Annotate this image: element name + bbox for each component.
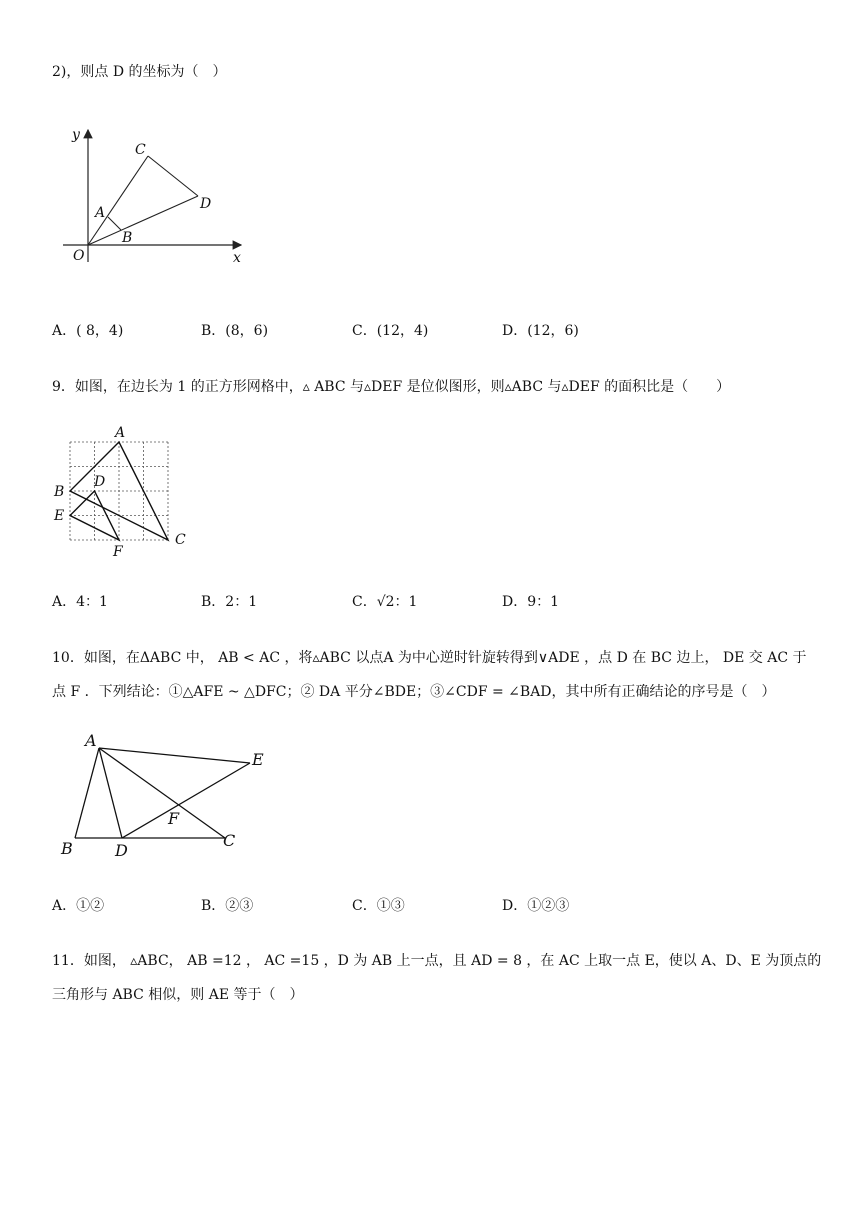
label-E: E <box>54 508 65 524</box>
label-B: B <box>61 839 73 858</box>
q8-option-c: C．(12，4) <box>352 323 429 339</box>
label-E: E <box>252 750 264 769</box>
q10-option-c: C．①③ <box>352 898 405 914</box>
q8-option-a: A．( 8，4) <box>52 323 124 339</box>
label-D: D <box>94 474 106 490</box>
q8-option-b: B．(8，6) <box>201 323 269 339</box>
q9-figure <box>50 422 200 562</box>
label-B: B <box>54 484 65 500</box>
q11-stem-line1: 11．如图， ▵ABC， AB =12 ， AC =15 ，D 为 AB 上一点，且 AD = 8 ，在 AC 上取一点 E，使以 A、D、E 为顶点的 <box>52 953 822 969</box>
label-C: C <box>135 142 146 158</box>
label-O: O <box>73 248 85 264</box>
q9-stem: 9．如图，在边长为 1 的正方形网格中，▵ ABC 与▵DEF 是位似图形，则▵ABC 与▵DEF 的面积比是（ ） <box>52 379 731 395</box>
segment-DE <box>122 763 250 838</box>
q11-stem-line2: 三角形与 ABC 相似，则 AE 等于（ ） <box>52 987 304 1003</box>
segment-AB <box>108 217 121 230</box>
label-y: y <box>72 127 80 143</box>
q9-option-a: A．4：1 <box>52 594 108 610</box>
q9-option-b: B．2：1 <box>201 594 258 610</box>
q8-option-d: D．(12，6) <box>502 323 579 339</box>
label-F: F <box>168 809 180 828</box>
label-D: D <box>200 196 212 212</box>
label-B: B <box>122 230 133 246</box>
q10-option-b: B．②③ <box>201 898 254 914</box>
q10-figure <box>55 728 280 863</box>
label-C: C <box>223 831 236 850</box>
grid <box>70 442 168 540</box>
q10-stem-line2: 点 F ．下列结论：①△AFE ~ △DFC；② DA 平分∠BDE；③∠CDF = ∠BAD，其中所有正确结论的序号是（ ） <box>52 684 776 700</box>
label-x: x <box>233 250 241 266</box>
q10-option-a: A．①② <box>52 898 105 914</box>
label-A: A <box>85 731 97 750</box>
label-F: F <box>113 544 123 560</box>
segment-AB <box>75 748 99 838</box>
label-A: A <box>95 205 106 221</box>
label-C: C <box>175 532 186 548</box>
q9-option-c: C．√2：1 <box>352 594 418 610</box>
segment-AE <box>99 748 250 763</box>
segment-CD <box>148 156 198 196</box>
q10-stem-line1: 10．如图，在ΔABC 中， AB < AC ，将▵ABC 以点A 为中心逆时针旋转得到∨ADE ，点 D 在 BC 边上， DE 交 AC 于 <box>52 650 807 666</box>
q8-figure <box>55 122 255 272</box>
label-A: A <box>115 425 126 441</box>
label-D: D <box>115 841 128 860</box>
q9-option-d: D．9：1 <box>502 594 560 610</box>
q10-option-d: D．①②③ <box>502 898 570 914</box>
q8-stem-tail: 2)，则点 D 的坐标为（ ） <box>52 64 227 80</box>
